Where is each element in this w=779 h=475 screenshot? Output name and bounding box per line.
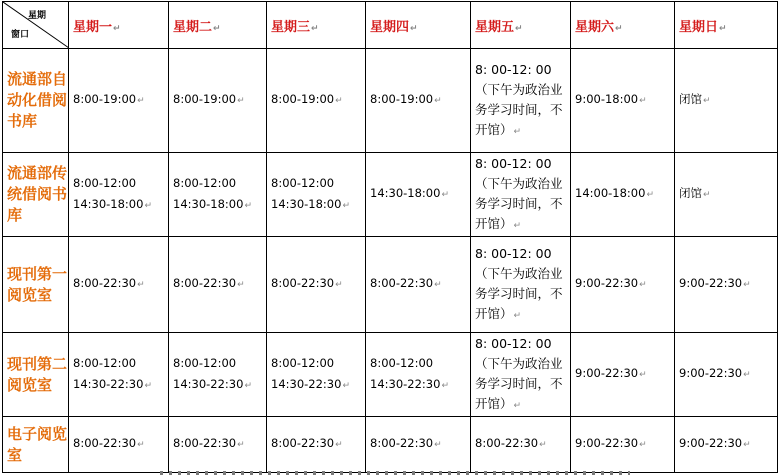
hours-cell: [169, 49, 267, 153]
hours-text: 8: 00-12: 00（下午为政治业务学习时间，不开馆）↵: [475, 335, 563, 411]
paragraph-mark-icon: ↵: [441, 190, 449, 200]
paragraph-mark-icon: ↵: [335, 280, 343, 290]
paragraph-mark-icon: ↵: [513, 310, 522, 321]
paragraph-mark-icon: ↵: [743, 440, 751, 450]
hours-text: 14:30-22:30↵: [73, 376, 152, 391]
corner-day-label: 星期: [27, 11, 46, 21]
hours-cell: [675, 417, 778, 473]
hours-text: 8: 00-12: 00（下午为政治业务学习时间，不开馆）↵: [475, 61, 563, 137]
paragraph-mark-icon: ↵: [137, 440, 145, 450]
hours-cell: [571, 237, 675, 333]
hours-text: 8:00-22:30↵: [370, 276, 442, 290]
hours-text: 9:00-22:30↵: [575, 366, 647, 380]
hours-cell: [571, 153, 675, 237]
schedule-row: [3, 49, 778, 153]
hours-cell: [675, 333, 778, 417]
paragraph-mark-icon: ↵: [703, 96, 711, 106]
hours-text: 8:00-12:00: [73, 355, 137, 370]
hours-cell: [366, 153, 471, 237]
hours-text: 8:00-22:30↵: [173, 276, 245, 290]
paragraph-mark-icon: ↵: [137, 280, 145, 290]
hours-cell: [675, 153, 778, 237]
paragraph-mark-icon: ↵: [311, 23, 319, 34]
paragraph-mark-icon: ↵: [410, 23, 418, 34]
hours-cell: [267, 333, 366, 417]
hours-cell: [471, 333, 571, 417]
hours-text: 14:30-18:00↵: [173, 196, 252, 211]
hours-cell: [69, 237, 169, 333]
hours-text: 14:30-18:00↵: [271, 196, 350, 211]
hours-text: 8:00-22:30↵: [173, 436, 245, 450]
hours-text: 闭馆↵: [679, 92, 711, 106]
hours-cell: [69, 153, 169, 237]
paragraph-mark-icon: ↵: [639, 370, 647, 380]
day-header-tue: [169, 2, 267, 49]
hours-text: 8:00-12:00: [173, 175, 237, 190]
hours-text: 9:00-22:30↵: [575, 276, 647, 290]
hours-text: 14:30-18:00↵: [370, 186, 449, 200]
day-header-label: 星期一: [73, 19, 113, 35]
paragraph-mark-icon: ↵: [113, 23, 121, 34]
hours-text: 8:00-19:00↵: [271, 92, 343, 106]
hours-cell: [571, 333, 675, 417]
day-header-sun: [675, 2, 778, 49]
hours-cell: [169, 417, 267, 473]
paragraph-mark-icon: ↵: [513, 220, 522, 231]
paragraph-mark-icon: ↵: [703, 190, 711, 200]
day-header-label: 星期二: [173, 19, 213, 35]
hours-cell: [471, 417, 571, 473]
paragraph-mark-icon: ↵: [539, 440, 547, 450]
corner-window-label: 窗口: [11, 30, 30, 40]
paragraph-mark-icon: ↵: [335, 440, 343, 450]
hours-text: 8:00-22:30↵: [370, 436, 442, 450]
paragraph-mark-icon: ↵: [335, 96, 343, 106]
hours-cell: [471, 49, 571, 153]
hours-cell: [366, 237, 471, 333]
paragraph-mark-icon: ↵: [434, 96, 442, 106]
hours-cell: [366, 417, 471, 473]
hours-text: 8:00-12:00: [73, 175, 137, 190]
paragraph-mark-icon: ↵: [743, 370, 751, 380]
hours-cell: [675, 49, 778, 153]
hours-text: 8:00-12:00: [370, 355, 434, 370]
corner-header-cell: [3, 2, 69, 49]
hours-text: 9:00-22:30↵: [575, 436, 647, 450]
hours-text: 14:30-18:00↵: [73, 196, 152, 211]
paragraph-mark-icon: ↵: [646, 190, 654, 200]
hours-cell: [267, 417, 366, 473]
header-row: [3, 2, 778, 49]
hours-text: 8:00-22:30↵: [271, 276, 343, 290]
hours-cell: [69, 417, 169, 473]
opening-hours-table: [2, 1, 778, 473]
paragraph-mark-icon: ↵: [342, 200, 350, 211]
paragraph-mark-icon: ↵: [137, 96, 145, 106]
service-window-label: 流通部传统借阅书库: [3, 153, 69, 237]
day-header-sat: [571, 2, 675, 49]
day-header-label: 星期四: [370, 19, 410, 35]
cropped-footer-text: [160, 471, 630, 475]
service-window-label: 流通部自动化借阅书库: [3, 49, 69, 153]
hours-text: 8:00-12:00: [271, 355, 335, 370]
hours-text: 8:00-22:30↵: [73, 436, 145, 450]
hours-cell: [169, 153, 267, 237]
hours-text: 8: 00-12: 00（下午为政治业务学习时间，不开馆）↵: [475, 155, 563, 231]
paragraph-mark-icon: ↵: [639, 96, 647, 106]
hours-text: 9:00-22:30↵: [679, 366, 751, 380]
hours-cell: [571, 49, 675, 153]
hours-text: 8:00-19:00↵: [173, 92, 245, 106]
hours-text: 8:00-22:30↵: [475, 436, 547, 450]
hours-cell: [675, 237, 778, 333]
paragraph-mark-icon: ↵: [615, 23, 623, 34]
hours-text: 8:00-22:30↵: [73, 276, 145, 290]
hours-text: 8:00-22:30↵: [271, 436, 343, 450]
hours-text: 9:00-22:30↵: [679, 276, 751, 290]
paragraph-mark-icon: ↵: [743, 280, 751, 290]
service-window-label: 电子阅览室: [3, 417, 69, 473]
schedule-row: [3, 333, 778, 417]
paragraph-mark-icon: ↵: [719, 23, 727, 34]
paragraph-mark-icon: ↵: [515, 23, 523, 34]
hours-cell: [69, 49, 169, 153]
paragraph-mark-icon: ↵: [213, 23, 221, 34]
paragraph-mark-icon: ↵: [244, 200, 252, 211]
day-header-wed: [267, 2, 366, 49]
hours-cell: [69, 333, 169, 417]
hours-text: 8:00-19:00↵: [73, 92, 145, 106]
schedule-row: [3, 237, 778, 333]
hours-cell: [571, 417, 675, 473]
paragraph-mark-icon: ↵: [237, 280, 245, 290]
day-header-label: 星期三: [271, 19, 311, 35]
day-header-thu: [366, 2, 471, 49]
hours-text: 14:30-22:30↵: [173, 376, 252, 391]
hours-cell: [267, 49, 366, 153]
hours-cell: [366, 333, 471, 417]
hours-cell: [267, 153, 366, 237]
service-window-label: 现刊第二阅览室: [3, 333, 69, 417]
paragraph-mark-icon: ↵: [244, 380, 252, 391]
paragraph-mark-icon: ↵: [237, 440, 245, 450]
paragraph-mark-icon: ↵: [144, 200, 152, 211]
paragraph-mark-icon: ↵: [237, 96, 245, 106]
service-window-label: 现刊第一阅览室: [3, 237, 69, 333]
hours-text: 闭馆↵: [679, 186, 711, 200]
hours-text: 8: 00-12: 00（下午为政治业务学习时间，不开馆）↵: [475, 245, 563, 321]
schedule-row: [3, 417, 778, 473]
paragraph-mark-icon: ↵: [639, 280, 647, 290]
paragraph-mark-icon: ↵: [441, 380, 449, 391]
hours-cell: [366, 49, 471, 153]
hours-text: 8:00-12:00: [173, 355, 237, 370]
hours-cell: [169, 333, 267, 417]
paragraph-mark-icon: ↵: [434, 280, 442, 290]
paragraph-mark-icon: ↵: [513, 126, 522, 137]
day-header-label: 星期日: [679, 19, 719, 35]
hours-text: 9:00-18:00↵: [575, 92, 647, 106]
hours-cell: [471, 237, 571, 333]
hours-text: 14:30-22:30↵: [271, 376, 350, 391]
paragraph-mark-icon: ↵: [513, 400, 522, 411]
day-header-label: 星期六: [575, 19, 615, 35]
paragraph-mark-icon: ↵: [144, 380, 152, 391]
hours-cell: [267, 237, 366, 333]
hours-text: 8:00-12:00: [271, 175, 335, 190]
day-header-fri: [471, 2, 571, 49]
hours-cell: [169, 237, 267, 333]
hours-cell: [471, 153, 571, 237]
hours-text: 9:00-22:30↵: [679, 436, 751, 450]
paragraph-mark-icon: ↵: [639, 440, 647, 450]
schedule-row: [3, 153, 778, 237]
hours-text: 14:00-18:00↵: [575, 186, 654, 200]
day-header-label: 星期五: [475, 19, 515, 35]
paragraph-mark-icon: ↵: [434, 440, 442, 450]
hours-text: 14:30-22:30↵: [370, 376, 449, 391]
paragraph-mark-icon: ↵: [342, 380, 350, 391]
hours-text: 8:00-19:00↵: [370, 92, 442, 106]
day-header-mon: [69, 2, 169, 49]
